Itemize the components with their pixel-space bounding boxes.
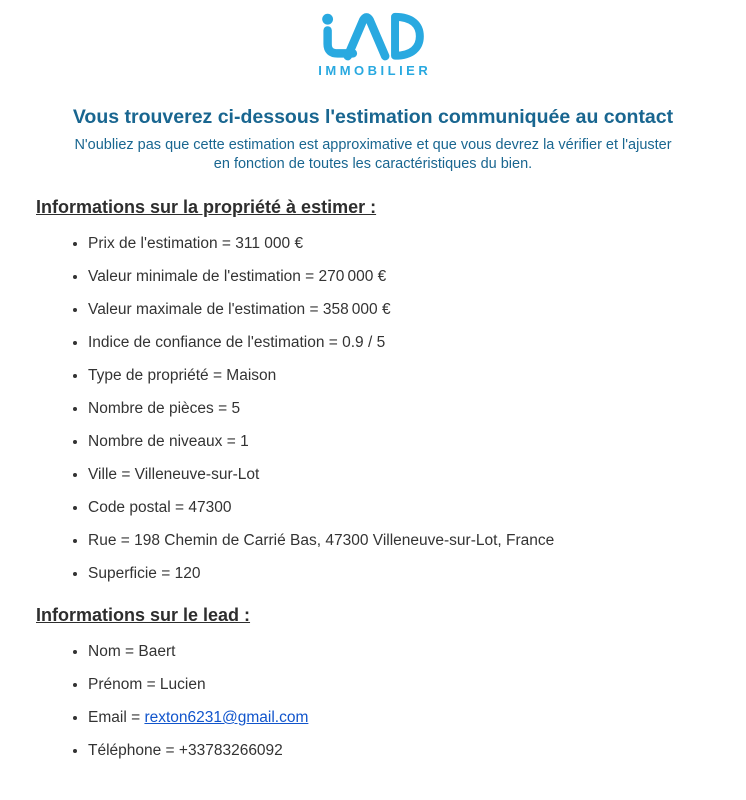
list-item-prenom: • Prénom = Lucien	[88, 675, 710, 695]
list-item-email	[88, 708, 710, 728]
brand-tagline: IMMOBILIER	[318, 63, 432, 78]
iad-logo-d	[395, 17, 420, 56]
list-item-valeur-maximale: • Valeur maximale de l'estimation = 358 000 €	[88, 300, 710, 320]
list-item-nom: • Nom = Baert	[88, 642, 710, 662]
list-item-nombre-niveaux: • Nombre de niveaux = 1	[88, 432, 710, 452]
list-item-ville: • Ville = Villeneuve-sur-Lot	[88, 465, 710, 485]
logo-block	[36, 0, 710, 78]
list-item-valeur-minimale: • Valeur minimale de l'estimation = 270 000 €	[88, 267, 710, 287]
intro-subtitle	[36, 136, 710, 173]
list-item-superficie: • Superficie = 120	[88, 564, 710, 584]
list-item-telephone: • Téléphone = +33783266092	[88, 741, 710, 761]
intro-subtitle-line1: N'oubliez pas que cette estimation est approximative et que vous devrez la vérifier et l'ajuster	[74, 137, 672, 153]
list-item-nombre-pieces: • Nombre de pièces = 5	[88, 399, 710, 419]
lead-section-heading: Informations sur le lead :	[36, 605, 251, 625]
list-item-prix-estimation: • Prix de l'estimation = 311 000 €	[88, 234, 710, 254]
iad-logo	[322, 12, 425, 61]
list-item-code-postal: • Code postal = 47300	[88, 498, 710, 518]
list-item-indice-confiance: • Indice de confiance de l'estimation = 0.9 / 5	[88, 333, 710, 353]
property-info-list	[55, 234, 710, 584]
list-item-rue: • Rue = 198 Chemin de Carrié Bas, 47300 Villeneuve-sur-Lot, France	[88, 531, 710, 551]
iad-logo-i-dot	[322, 14, 333, 25]
list-item-type-propriete: • Type de propriété = Maison	[88, 366, 710, 386]
intro-title: Vous trouverez ci-dessous l'estimation communiquée au contact	[72, 106, 674, 128]
iad-logo-a	[347, 17, 384, 56]
lead-info-list	[55, 642, 710, 761]
email-label: Email =	[88, 709, 145, 726]
email-link[interactable]: rexton6231@gmail.com	[144, 709, 309, 726]
intro-subtitle-line2: en fonction de toutes les caractéristiques du bien.	[213, 155, 533, 172]
property-section-heading: Informations sur la propriété à estimer :	[36, 197, 377, 217]
